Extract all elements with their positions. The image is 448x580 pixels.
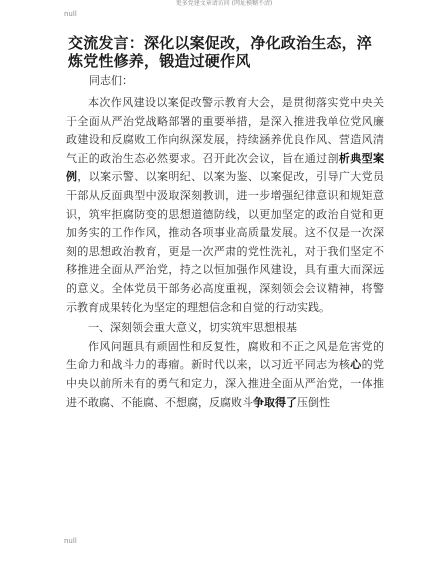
salutation: 同志们： [89,74,133,87]
paragraph-text: 作风问题具有顽固性和反复性，腐败和不正之风是危害党的生命力和战斗力的毒瘤。新时代以来，以习近平同志为核 [66,339,384,372]
null-marker-top: null [64,10,77,18]
null-marker-bottom: null [64,537,77,545]
body-paragraph-2 [66,338,384,412]
paragraph-text: 压倒性 [297,395,330,409]
paragraph-text: 的党中央以前所未有的勇气和定力，深入推进全面从严治党，一体推进不敢腐、不能腐、不想腐，反腐败斗 [66,358,385,409]
document-title: 交流发言：深化以案促改，净化政治生态，淬炼党性修养，锻造过硬作风 [68,34,373,70]
bold-phrase: 争取得了 [253,395,297,409]
paragraph-text: 本次作风建设以案促改警示教育大会，是贯彻落实党中央关于全面从严治党战略部署的重要举措，是深入推进我单位党风廉政建设和反腐败工作向纵深发展，持续涵养优良作风、营造风清气正的政治生态必然要求。召开此次会议，旨在通过剖 [66,96,384,165]
bold-phrase: 心 [350,358,362,372]
body-paragraph-1 [66,94,384,317]
section-heading: 一、深刻领会重大意义，切实筑牢思想根基 [88,321,297,335]
paragraph-text: ，以案示警、以案明纪、以案为鉴、以案促改，引导广大党员干部从反面典型中汲取深刻教训，进一步增强纪律意识和规矩意识，筑牢拒腐防变的思想道德防线，以更加坚定的政治自觉和更加务实的工作作风，推动各项事业高质量发展。这不仅是一次深刻的思想政治教育，更是一次严肃的党性洗礼，对于我们坚定不移推进全面从严治党，持之以恒加强作风建设，具有重大而深远的意义。全体党员干部务必高度重视，深刻领会会议精神，将警示教育成果转化为坚定的理想信念和自觉的行动实践。 [66,170,385,314]
document-body [66,94,384,412]
header-watermark-note: 更多党建文章请访问 (网址模糊不清) [175,0,273,7]
bold-phrase: 析典型案例 [66,151,385,184]
